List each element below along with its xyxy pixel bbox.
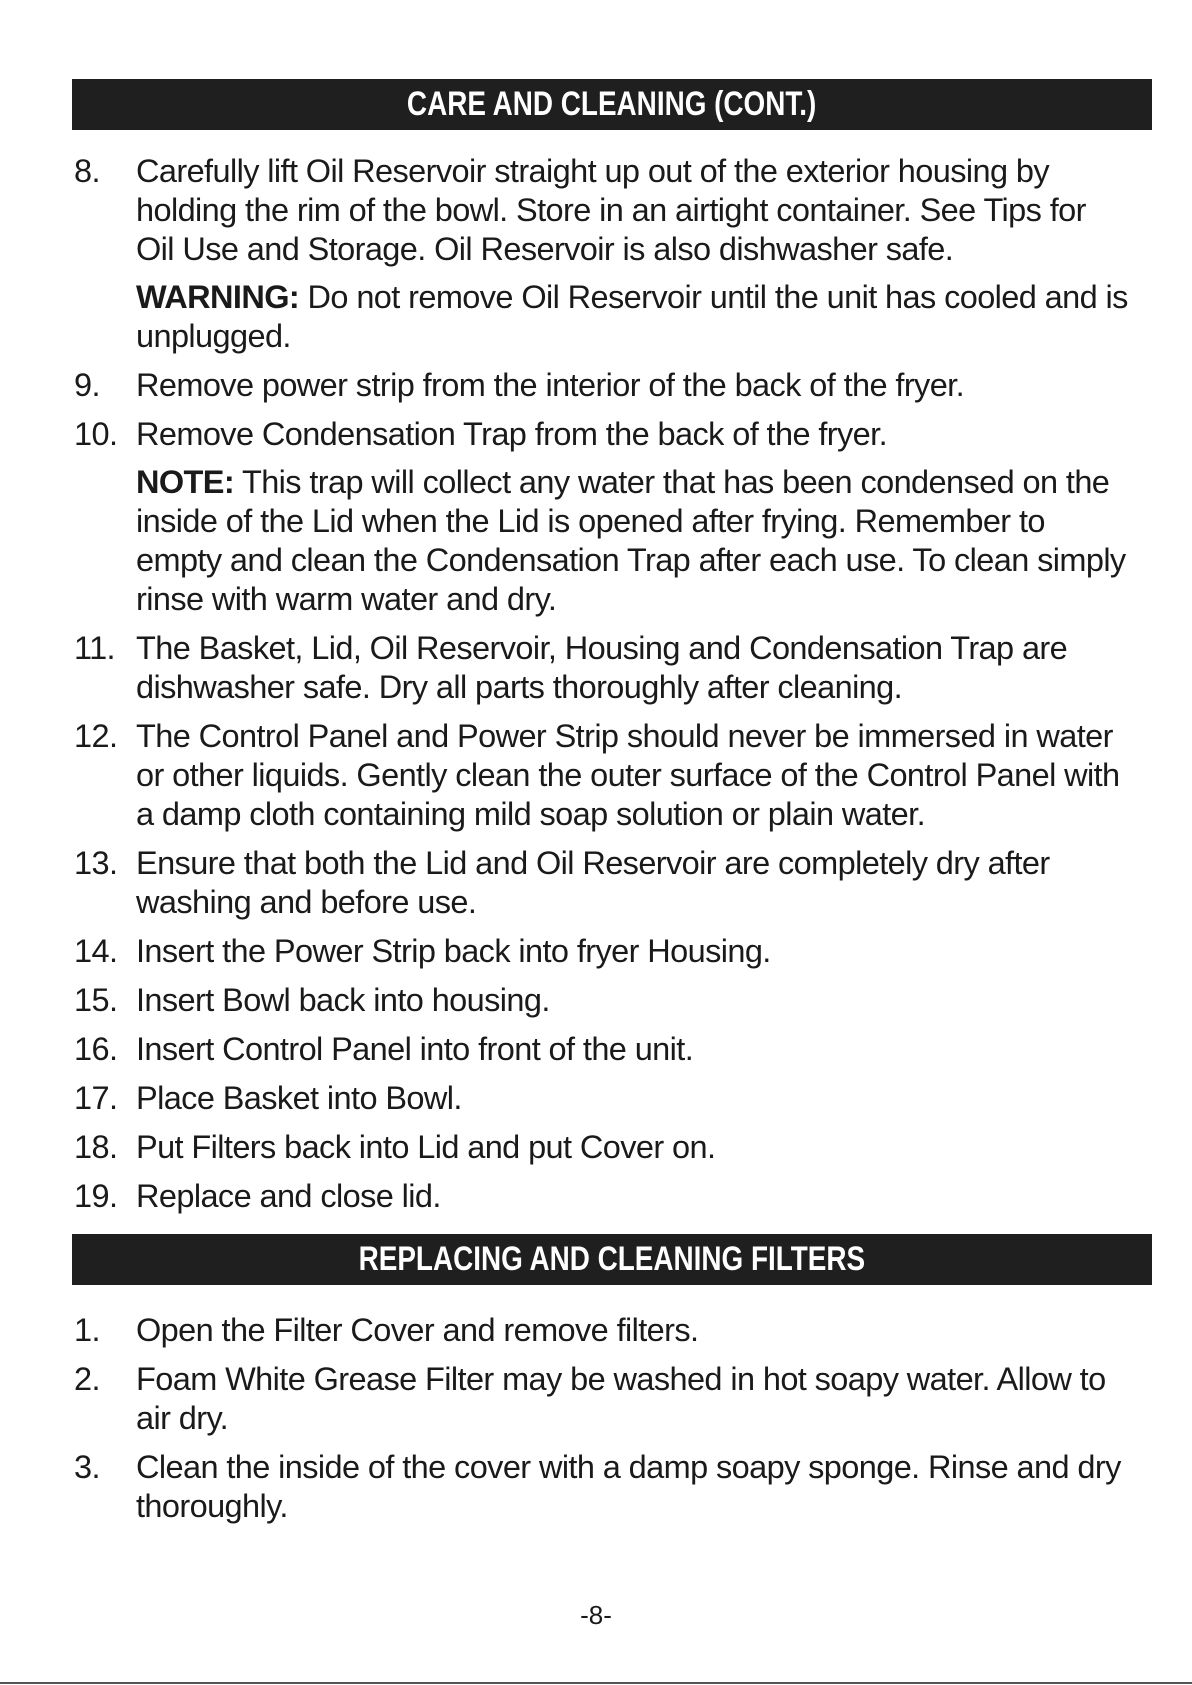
filter-steps-list xyxy=(72,1311,1132,1536)
list-item xyxy=(72,415,1132,619)
step-number: 19. xyxy=(74,1178,118,1214)
list-item xyxy=(72,1128,1132,1167)
list-item xyxy=(72,1360,1132,1438)
care-cleaning-steps-list xyxy=(72,152,1132,1226)
list-item xyxy=(72,932,1132,971)
step-text: Insert the Power Strip back into fryer Housing. xyxy=(136,933,771,969)
list-item xyxy=(72,152,1132,356)
list-item xyxy=(72,1448,1132,1526)
step-text: The Control Panel and Power Strip should never be immersed in water or other liquids. Gently clean the outer surface of the Control Panel with a damp cloth containing mild soap solution or plain water. xyxy=(136,718,1120,832)
note-text: Do not remove Oil Reservoir until the unit has cooled and is unplugged. xyxy=(136,279,1128,354)
note-label: WARNING: xyxy=(136,279,300,315)
list-item xyxy=(72,366,1132,405)
step-number: 15. xyxy=(74,982,118,1018)
step-text: Open the Filter Cover and remove filters. xyxy=(136,1312,699,1348)
step-number: 16. xyxy=(74,1031,118,1067)
step-text: Ensure that both the Lid and Oil Reservoir are completely dry after washing and before use. xyxy=(136,845,1050,920)
step-text: Carefully lift Oil Reservoir straight up out of the exterior housing by holding the rim of the bowl. Store in an airtight container. See Tips for Oil Use and Storage. Oil Reservoir is also dishwasher safe. xyxy=(136,153,1086,267)
step-number: 11. xyxy=(74,630,115,666)
section-heading-care-and-cleaning: CARE AND CLEANING (CONT.) xyxy=(72,79,1152,130)
step-number: 8. xyxy=(74,153,100,189)
step-number: 9. xyxy=(74,367,100,403)
step-text: The Basket, Lid, Oil Reservoir, Housing and Condensation Trap are dishwasher safe. Dry all parts thoroughly after cleaning. xyxy=(136,630,1068,705)
list-item xyxy=(72,717,1132,834)
list-item xyxy=(72,1079,1132,1118)
step-number: 1. xyxy=(74,1312,100,1348)
step-number: 2. xyxy=(74,1361,100,1397)
step-text: Insert Bowl back into housing. xyxy=(136,982,550,1018)
step-number: 17. xyxy=(74,1080,118,1116)
section-heading-replacing-filters: REPLACING AND CLEANING FILTERS xyxy=(72,1234,1152,1285)
step-text: Place Basket into Bowl. xyxy=(136,1080,462,1116)
list-item xyxy=(72,629,1132,707)
list-item xyxy=(72,844,1132,922)
step-number: 12. xyxy=(74,718,118,754)
note-text: This trap will collect any water that has been condensed on the inside of the Lid when the Lid is opened after frying. Remember to empty and clean the Condensation Trap after each use. To clean simply rinse with warm water and dry. xyxy=(136,464,1126,617)
info-note xyxy=(136,463,1132,619)
list-item xyxy=(72,1311,1132,1350)
step-number: 10. xyxy=(74,416,118,452)
step-text: Foam White Grease Filter may be washed in hot soapy water. Allow to air dry. xyxy=(136,1361,1106,1436)
list-item xyxy=(72,1177,1132,1216)
list-item xyxy=(72,981,1132,1020)
step-number: 14. xyxy=(74,933,118,969)
step-text: Remove power strip from the interior of the back of the fryer. xyxy=(136,367,965,403)
page-number: -8- xyxy=(580,1600,612,1630)
step-text: Replace and close lid. xyxy=(136,1178,441,1214)
step-number: 18. xyxy=(74,1129,118,1165)
note-label: NOTE: xyxy=(136,464,235,500)
step-number: 3. xyxy=(74,1449,100,1485)
step-text: Insert Control Panel into front of the unit. xyxy=(136,1031,694,1067)
warning-note xyxy=(136,278,1132,356)
step-text: Remove Condensation Trap from the back of the fryer. xyxy=(136,416,888,452)
bottom-divider xyxy=(0,1682,1192,1684)
step-text: Clean the inside of the cover with a damp soapy sponge. Rinse and dry thoroughly. xyxy=(136,1449,1121,1524)
step-text: Put Filters back into Lid and put Cover on. xyxy=(136,1129,716,1165)
list-item xyxy=(72,1030,1132,1069)
step-number: 13. xyxy=(74,845,118,881)
